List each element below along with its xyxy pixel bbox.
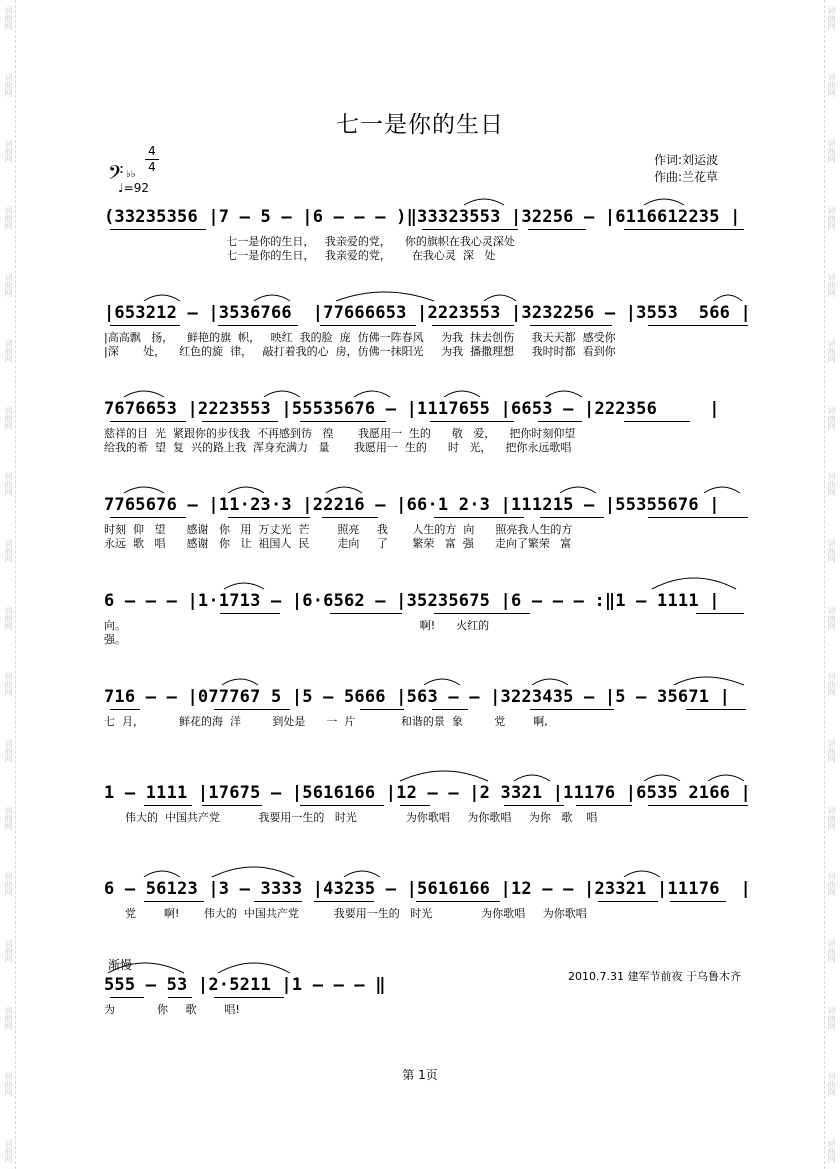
slur-marks bbox=[104, 763, 756, 783]
slur-marks bbox=[104, 859, 756, 879]
lyric-verse-1: 为 你 歌 唱! bbox=[104, 1003, 240, 1016]
watermark-stamp: 词曲网 bbox=[4, 1072, 13, 1097]
notation-line: 716 — — |077767 5 |5 — 5666 |563 — — |3223435 — |5 — 35671 | bbox=[104, 687, 731, 707]
watermark-stamp: 词曲网 bbox=[4, 205, 13, 230]
notation-line: 6 — 56123 |3 — 3333 |43235 — |5616166 |12 — — |23321 |11176 | bbox=[104, 879, 751, 899]
score-system-3 bbox=[104, 397, 756, 472]
watermark-stamp: 词曲网 bbox=[4, 405, 13, 430]
notation-line: 6 — — — |1·1713 — |6·6562 — |35235675 |6 — — — :‖1 — 1111 | bbox=[104, 591, 720, 611]
watermark-stamp: 词曲网 bbox=[827, 339, 836, 364]
watermark-stamp: 词曲网 bbox=[827, 1138, 836, 1163]
bass-clef-icon: 𝄢 bbox=[108, 161, 124, 189]
credits bbox=[654, 152, 718, 186]
watermark-stamp: 词曲网 bbox=[827, 805, 836, 830]
lyric-verse-1: |高高飘 扬， 鲜艳的旗 帜， 映红 我的脸 庞 仿佛一阵春风 为我 抹去创伤 我天天都 感受你 bbox=[104, 331, 616, 344]
watermark-stamp: 词曲网 bbox=[827, 605, 836, 630]
slur-marks bbox=[104, 667, 756, 687]
watermark-stamp: 词曲网 bbox=[4, 805, 13, 830]
lyric-verse-2: |深 处， 红色的旋 律， 敲打着我的心 房，仿佛一抹阳光 为我 播撒理想 我时时都 看到你 bbox=[104, 345, 616, 358]
watermark-stamp: 词曲网 bbox=[4, 6, 13, 30]
watermark-stamp: 词曲网 bbox=[4, 539, 13, 564]
slur-marks bbox=[104, 283, 756, 303]
lyric-verse-2: 给我的希 望 复 兴的路上我 浑身充满力 量 我愿用一 生的 时 光， 把你永远歌唱 bbox=[104, 441, 572, 454]
right-watermark-strip bbox=[824, 0, 838, 1169]
notation-line: 7765676 — |11·23·3 |22216 — |66·1 2·3 |111215 — |55355676 | bbox=[104, 495, 720, 515]
watermark-stamp: 词曲网 bbox=[4, 339, 13, 364]
watermark-stamp: 词曲网 bbox=[4, 139, 13, 164]
song-title: 七一是你的生日 bbox=[336, 112, 504, 138]
slur-marks bbox=[104, 187, 756, 207]
notation-line: 555 — 53 |2·5211 |1 — — — ‖ bbox=[104, 975, 386, 995]
meter-bottom: 4 bbox=[148, 160, 156, 174]
slur-marks bbox=[104, 379, 756, 399]
watermark-stamp: 词曲网 bbox=[827, 739, 836, 764]
watermark-stamp: 词曲网 bbox=[4, 72, 13, 97]
watermark-stamp: 词曲网 bbox=[827, 139, 836, 164]
watermark-stamp: 词曲网 bbox=[827, 405, 836, 430]
tempo-marking: ♩=92 bbox=[118, 181, 149, 195]
notation-line: |653212 — |3536766 |77666653 |2223553 |3232256 — |3553 566 | bbox=[104, 303, 751, 323]
watermark-stamp: 词曲网 bbox=[827, 6, 836, 30]
time-signature bbox=[145, 145, 159, 174]
watermark-stamp: 词曲网 bbox=[827, 672, 836, 697]
lyric-verse-1: 七一是你的生日， 我亲爱的党， 你的旗帜在我心灵深处 bbox=[104, 235, 515, 248]
lyric-verse-2: 强。 bbox=[104, 633, 126, 646]
score-system-9 bbox=[104, 973, 756, 1048]
score-system-5 bbox=[104, 589, 756, 664]
watermark-stamp: 词曲网 bbox=[827, 872, 836, 897]
watermark-stamp: 词曲网 bbox=[4, 605, 13, 630]
watermark-stamp: 词曲网 bbox=[4, 672, 13, 697]
watermark-stamp: 词曲网 bbox=[827, 72, 836, 97]
score-system-7 bbox=[104, 781, 756, 856]
lyric-verse-1: 伟大的 中国共产党 我要用一生的 时光 为你歌唱 为你歌唱 为你 歌 唱 bbox=[104, 811, 598, 824]
notation-line: (33235356 |7 — 5 — |6 — — — )‖33323553 |32256 — |6116612235 | bbox=[104, 207, 741, 227]
notation-line: 1 — 1111 |17675 — |5616166 |12 — — |2 3321 |11176 |6535 2166 | bbox=[104, 783, 751, 803]
watermark-stamp: 词曲网 bbox=[4, 872, 13, 897]
watermark-stamp: 词曲网 bbox=[4, 1005, 13, 1030]
left-watermark-strip bbox=[2, 0, 16, 1169]
watermark-stamp: 词曲网 bbox=[4, 938, 13, 963]
score-system-1 bbox=[104, 205, 756, 280]
watermark-stamp: 词曲网 bbox=[827, 472, 836, 497]
notation-line: 7676653 |2223553 |55535676 — |1117655 |6653 — |222356 | bbox=[104, 399, 720, 419]
watermark-stamp: 词曲网 bbox=[827, 1005, 836, 1030]
lyric-verse-1: 时刻 仰 望 感谢 你 用 万丈光 芒 照亮 我 人生的方 向 照亮我人生的方 bbox=[104, 523, 573, 536]
tempo-change-marking: 渐慢 bbox=[108, 958, 133, 972]
watermark-stamp: 词曲网 bbox=[827, 938, 836, 963]
score-system-6 bbox=[104, 685, 756, 760]
lyric-verse-2: 七一是你的生日， 我亲爱的党， 在我心灵 深 处 bbox=[104, 249, 496, 262]
composer: 作曲:兰花草 bbox=[654, 170, 719, 184]
page-number: 第 1页 bbox=[402, 1068, 438, 1082]
watermark-stamp: 词曲网 bbox=[827, 205, 836, 230]
watermark-stamp: 词曲网 bbox=[827, 539, 836, 564]
lyric-verse-2: 永远 歌 唱 感谢 你 让 祖国人 民 走向 了 繁荣 富 强 走向了繁荣 富 bbox=[104, 537, 572, 550]
watermark-stamp: 词曲网 bbox=[4, 272, 13, 297]
lyricist: 作词:刘运波 bbox=[654, 153, 719, 167]
score-system-2 bbox=[104, 301, 756, 376]
watermark-stamp: 词曲网 bbox=[4, 739, 13, 764]
meter-top: 4 bbox=[148, 144, 156, 158]
composition-date-note: 2010.7.31 建军节前夜 于乌鲁木齐 bbox=[568, 970, 741, 983]
lyric-verse-1: 慈祥的目 光 紧跟你的步伐我 不再感到彷 徨 我愿用一 生的 敬 爱， 把你时刻仰望 bbox=[104, 427, 576, 440]
lyric-verse-1: 党 啊! 伟大的 中国共产党 我要用一生的 时光 为你歌唱 为你歌唱 bbox=[104, 907, 587, 920]
lyric-verse-1: 七 月， 鲜花的海 洋 到处是 一 片 和谐的景 象 党 啊, bbox=[104, 715, 548, 728]
watermark-stamp: 词曲网 bbox=[4, 1138, 13, 1163]
score-system-8 bbox=[104, 877, 756, 952]
slur-marks bbox=[104, 571, 756, 591]
watermark-stamp: 词曲网 bbox=[4, 472, 13, 497]
lyric-verse-1: 向。 啊! 火红的 bbox=[104, 619, 490, 632]
slur-marks bbox=[104, 475, 756, 495]
watermark-stamp: 词曲网 bbox=[827, 1072, 836, 1097]
key-signature: ♭♭ bbox=[126, 169, 136, 180]
score-system-4 bbox=[104, 493, 756, 568]
watermark-stamp: 词曲网 bbox=[827, 272, 836, 297]
